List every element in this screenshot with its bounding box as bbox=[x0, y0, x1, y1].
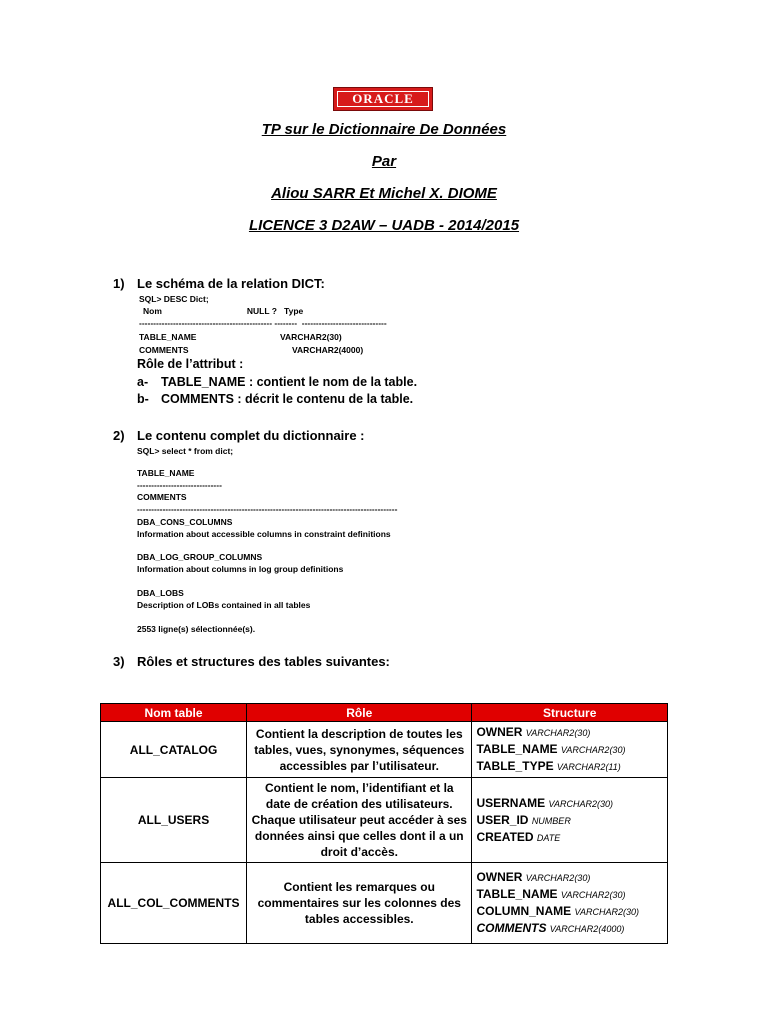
role-item bbox=[137, 375, 417, 389]
section-3-number: 3) bbox=[113, 654, 125, 669]
column-name: USER_ID bbox=[476, 812, 529, 827]
column-type: VARCHAR2(4000) bbox=[549, 924, 625, 934]
title-par: Par bbox=[371, 153, 397, 170]
column-type: VARCHAR2(30) bbox=[525, 728, 591, 738]
dict-header-line: -------------------------------------------------------------------------------------------- bbox=[137, 504, 398, 514]
oracle-logo bbox=[333, 87, 433, 111]
table-header-row bbox=[101, 704, 668, 722]
role-item bbox=[137, 392, 413, 406]
structure-column bbox=[476, 724, 663, 741]
dict-header-line: TABLE_NAME bbox=[137, 468, 195, 478]
table-structure-cell bbox=[472, 778, 668, 863]
dict-entry-desc: Description of LOBs contained in all tables bbox=[137, 600, 311, 610]
column-type: VARCHAR2(30) bbox=[560, 745, 626, 755]
roles-table bbox=[100, 703, 668, 944]
dict-header-line: COMMENTS bbox=[137, 492, 187, 502]
desc-separator: ----------------------------------------------- -------- ------------------------------ bbox=[139, 318, 387, 328]
role-marker: a- bbox=[137, 375, 149, 389]
section-2-title: Le contenu complet du dictionnaire : bbox=[137, 428, 365, 443]
desc-row-name: COMMENTS bbox=[139, 345, 189, 355]
structure-column bbox=[476, 886, 663, 903]
column-type: NUMBER bbox=[531, 815, 571, 826]
structure-column bbox=[476, 812, 663, 829]
table-row bbox=[101, 863, 668, 944]
document-title: TP sur le Dictionnaire De Données bbox=[261, 121, 507, 138]
title-authors: Aliou SARR Et Michel X. DIOME bbox=[271, 185, 497, 202]
column-type: VARCHAR2(30) bbox=[574, 907, 639, 917]
header-role: Rôle bbox=[247, 704, 472, 722]
structure-column bbox=[476, 920, 663, 937]
table-role-cell: Contient la description de toutes les tables, vues, synonymes, séquences accessibles par l’utilisateur. bbox=[247, 722, 472, 778]
desc-column-header: Nom NULL ? Type bbox=[143, 306, 304, 316]
desc-row-type: VARCHAR2(30) bbox=[280, 332, 342, 342]
column-name: OWNER bbox=[476, 870, 523, 884]
dict-entry-name: DBA_LOG_GROUP_COLUMNS bbox=[137, 552, 263, 562]
table-name-cell: ALL_COL_COMMENTS bbox=[101, 863, 247, 944]
role-marker: b- bbox=[137, 392, 149, 406]
dict-entry-desc: Information about columns in log group definitions bbox=[137, 564, 344, 574]
section-1-number: 1) bbox=[113, 276, 125, 291]
header-nom-table: Nom table bbox=[101, 704, 247, 722]
column-name: TABLE_NAME bbox=[476, 742, 558, 756]
column-name: TABLE_TYPE bbox=[476, 759, 554, 773]
column-name: OWNER bbox=[476, 725, 523, 739]
column-name: USERNAME bbox=[476, 795, 546, 810]
sql-desc-command: SQL> DESC Dict; bbox=[139, 294, 209, 304]
role-attribute-title: Rôle de l’attribut : bbox=[137, 357, 244, 371]
section-2-number: 2) bbox=[113, 428, 125, 443]
structure-column bbox=[476, 903, 663, 920]
role-text: TABLE_NAME : contient le nom de la table. bbox=[161, 375, 418, 389]
dict-entry-name: DBA_CONS_COLUMNS bbox=[137, 517, 233, 527]
structure-column bbox=[476, 795, 663, 812]
table-role-cell: Contient le nom, l’identifiant et la date de création des utilisateurs. Chaque utilisateur peut accéder à ses données ainsi que celles dont il a un droit d’accès. bbox=[247, 778, 472, 863]
desc-row-type: VARCHAR2(4000) bbox=[292, 345, 364, 355]
column-name: CREATED bbox=[476, 829, 534, 844]
column-name: TABLE_NAME bbox=[476, 887, 558, 901]
desc-row-name: TABLE_NAME bbox=[139, 332, 197, 342]
section-1-heading bbox=[113, 276, 325, 291]
section-1-title: Le schéma de la relation DICT: bbox=[137, 276, 325, 291]
role-text: COMMENTS : décrit le contenu de la table. bbox=[161, 392, 414, 406]
column-type: VARCHAR2(11) bbox=[556, 762, 621, 772]
table-row bbox=[101, 722, 668, 778]
sql-select-command: SQL> select * from dict; bbox=[137, 446, 234, 456]
table-name-cell: ALL_USERS bbox=[101, 778, 247, 863]
column-type: VARCHAR2(30) bbox=[525, 873, 591, 883]
table-role-cell: Contient les remarques ou commentaires sur les colonnes des tables accessibles. bbox=[247, 863, 472, 944]
table-name-cell: ALL_CATALOG bbox=[101, 722, 247, 778]
table-structure-cell bbox=[472, 722, 668, 778]
dict-entry-desc: Information about accessible columns in constraint definitions bbox=[137, 529, 391, 539]
dict-header-line: ------------------------------ bbox=[137, 480, 222, 490]
dict-entry-name: DBA_LOBS bbox=[137, 588, 184, 598]
column-name: COMMENTS bbox=[476, 921, 547, 935]
column-name: COLUMN_NAME bbox=[476, 904, 572, 918]
oracle-logo-text: ORACLE bbox=[337, 91, 429, 107]
section-2-heading bbox=[113, 428, 365, 443]
column-type: DATE bbox=[536, 832, 561, 843]
header-structure: Structure bbox=[472, 704, 668, 722]
section-3-title: Rôles et structures des tables suivantes: bbox=[137, 654, 390, 669]
structure-column bbox=[476, 741, 663, 758]
column-type: VARCHAR2(30) bbox=[548, 798, 613, 809]
structure-column bbox=[476, 829, 663, 846]
section-3-heading bbox=[113, 654, 390, 669]
row-count: 2553 ligne(s) sélectionnée(s). bbox=[137, 624, 256, 634]
table-row bbox=[101, 778, 668, 863]
structure-column bbox=[476, 869, 663, 886]
title-course: LICENCE 3 D2AW – UADB - 2014/2015 bbox=[248, 217, 520, 234]
table-structure-cell bbox=[472, 863, 668, 944]
structure-column bbox=[476, 758, 663, 775]
column-type: VARCHAR2(30) bbox=[560, 890, 626, 900]
